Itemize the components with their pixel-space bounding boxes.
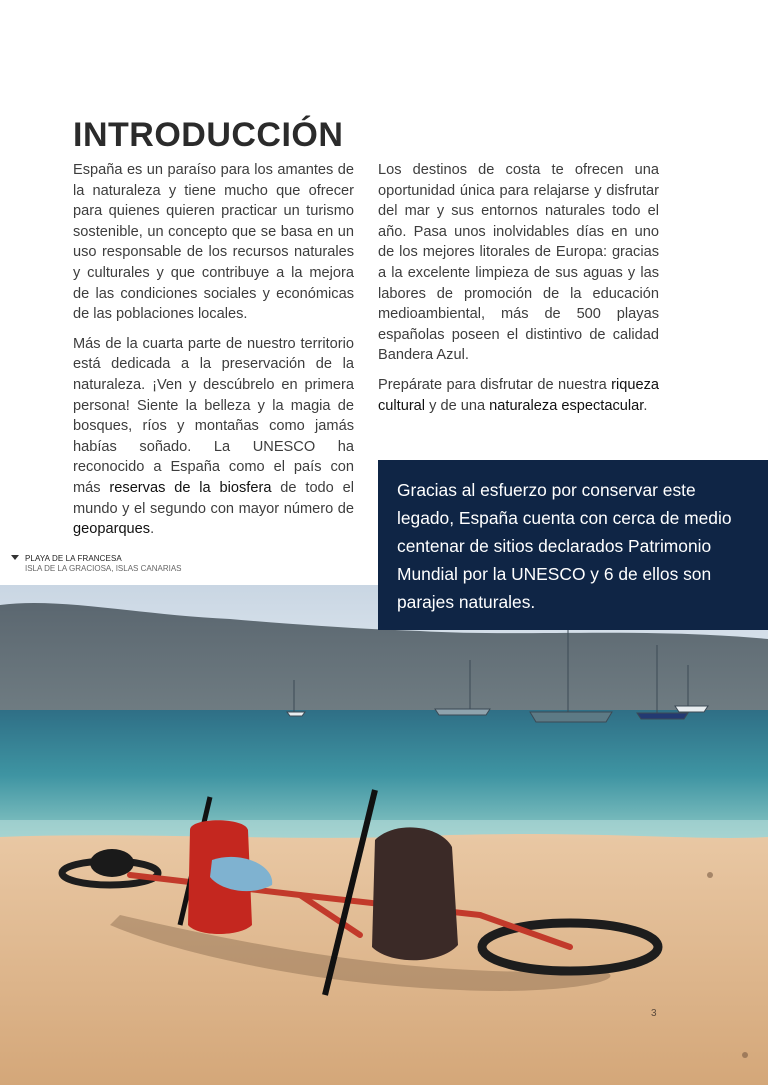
caption-subtitle: ISLA DE LA GRACIOSA, ISLAS CANARIAS bbox=[25, 564, 182, 573]
intro-paragraph-2 bbox=[73, 334, 354, 540]
page-number: 3 bbox=[651, 1008, 657, 1019]
callout-box: Gracias al esfuerzo por conservar este legado, España cuenta con cerca de medio centenar de sitios declarados Patrimonio Mundial por la UNESCO y 6 de ellos son parajes naturales. bbox=[378, 460, 768, 630]
caption-title: PLAYA DE LA FRANCESA bbox=[25, 554, 122, 563]
caret-down-icon bbox=[11, 555, 19, 560]
coast-paragraph-1: Los destinos de costa te ofrecen una oportunidad única para relajarse y disfrutar del mar y sus entornos naturales todo el año. Pasa unos inolvidables días en uno de los mejores litorales de Europa: gracias a la excelente limpieza de sus aguas y las labores de promoción de la educación medioambiental, más de 500 playas españolas poseen el distintivo de calidad Bandera Azul. bbox=[378, 162, 659, 364]
text-span: . bbox=[643, 397, 648, 414]
text-span: Prepárate para disfrutar de nuestra bbox=[378, 376, 612, 393]
caption-title-row bbox=[11, 554, 182, 563]
coast-paragraph-2 bbox=[378, 375, 659, 416]
text-span: . bbox=[150, 521, 155, 538]
text-span: y de una bbox=[425, 397, 490, 414]
highlight-culture: riqueza cultural bbox=[378, 376, 659, 414]
intro-paragraph-1: España es un paraíso para los amantes de la naturaleza y tiene mucho que ofrecer para quienes quieren practicar un turismo sostenible, un concepto que se basa en un uso responsable de los recursos naturales y culturales y que contribuye a la mejora de las condiciones sociales y económicas de las poblaciones locales. bbox=[73, 162, 354, 323]
highlight-geoparks: geoparques bbox=[73, 521, 151, 538]
photo-caption bbox=[11, 554, 182, 573]
highlight-biosphere: reservas de la biosfera bbox=[109, 479, 272, 496]
text-span: Más de la cuarta parte de nuestro territorio está dedicada a la preservación de la naturaleza. ¡Ven y descúbrelo en primera persona! Siente la belleza y la magia de bosques, ríos y montañas como jamás habías soñado. La UNESCO ha reconocido a España como el país con más bbox=[73, 335, 354, 496]
highlight-nature: naturaleza espectacular bbox=[489, 397, 644, 414]
left-column bbox=[73, 160, 354, 549]
page-title: INTRODUCCIÓN bbox=[73, 116, 344, 154]
right-column bbox=[378, 160, 659, 425]
text-span: de todo el mundo y el segundo con mayor número de bbox=[73, 479, 354, 517]
